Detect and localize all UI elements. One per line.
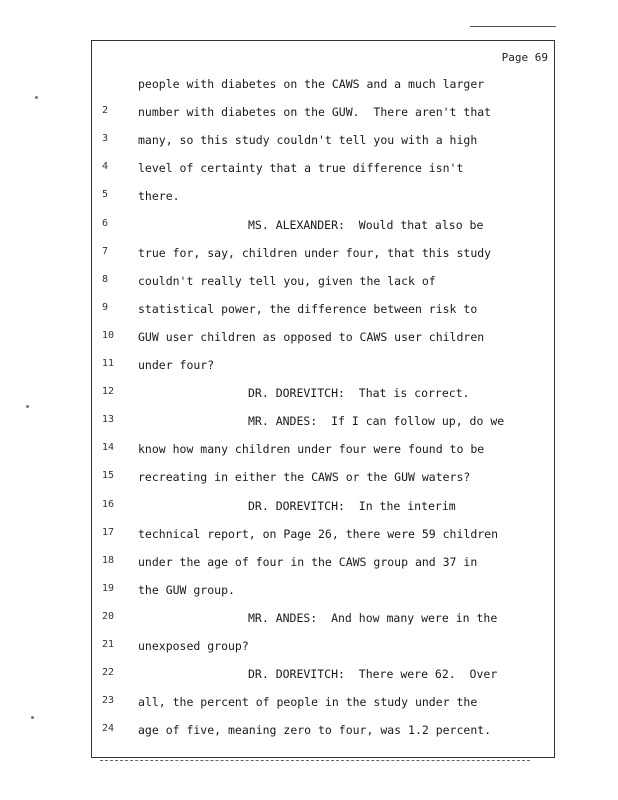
line-number: 2 [102,105,109,117]
transcript-line [92,105,556,125]
line-text: under four? [138,358,215,372]
scan-speck [26,405,29,408]
transcript-line [92,527,556,547]
transcript-line [92,246,556,266]
transcript-line [92,330,556,350]
transcript-line [92,555,556,575]
line-number: 5 [102,189,109,201]
page-number: Page 69 [501,51,548,64]
line-text: know how many children under four were found to be [138,442,485,457]
line-text: MR. ANDES: If I can follow up, do we [248,414,505,429]
line-number: 14 [102,442,115,454]
transcript-page [91,40,555,758]
line-number: 21 [102,639,115,650]
line-text: true for, say, children under four, that this study [138,245,492,260]
line-text: there. [138,189,180,204]
transcript-line [92,358,556,378]
transcript-line [92,499,556,519]
line-text: age of five, meaning zero to four, was 1.2 percent. [138,723,492,738]
line-text: number with diabetes on the GUW. There aren't that [138,105,492,120]
line-text: DR. DOREVITCH: There were 62. Over [248,667,498,682]
line-number: 20 [102,610,115,622]
transcript-line [92,611,556,631]
line-number: 10 [102,329,115,341]
transcript-line [92,77,556,97]
transcript-line [92,639,556,659]
line-text: under the age of four in the CAWS group and 37 in [138,554,478,569]
line-text: recreating in either the CAWS or the GUW waters? [138,470,471,485]
line-number: 4 [102,161,109,173]
transcript-line [92,470,556,490]
line-text: DR. DOREVITCH: That is correct. [248,386,470,401]
transcript-line [92,161,556,181]
scan-speck [31,716,34,719]
line-text: unexposed group? [138,639,249,653]
line-text: people with diabetes on the CAWS and a much larger [138,77,485,91]
transcript-line [92,583,556,603]
transcript-line [92,667,556,687]
line-text: statistical power, the difference between risk to [138,301,478,316]
transcript-line [92,218,556,238]
transcript-line [92,386,556,406]
line-number: 8 [102,273,109,285]
line-text: couldn't really tell you, given the lack of [138,273,436,288]
transcript-line [92,274,556,294]
line-number: 19 [102,582,115,594]
line-number: 17 [102,526,115,538]
transcript-line [92,695,556,715]
line-text: MS. ALEXANDER: Would that also be [248,217,484,232]
transcript-line [92,133,556,153]
line-number: 6 [102,217,109,229]
line-number: 23 [102,695,115,707]
transcript-line [92,302,556,322]
line-text: GUW user children as opposed to CAWS user children [138,329,485,344]
line-number: 18 [102,554,115,566]
bottom-rule [100,760,530,761]
transcript-line [92,189,556,209]
line-text: technical report, on Page 26, there were 59 children [138,526,499,541]
top-rule [470,26,556,27]
line-text: level of certainty that a true difference isn't [138,161,464,176]
line-number: 24 [102,723,115,735]
line-number: 12 [102,386,115,398]
line-number: 13 [102,414,115,426]
line-number: 11 [102,358,115,369]
line-number: 16 [102,498,115,510]
line-text: the GUW group. [138,582,235,597]
line-text: many, so this study couldn't tell you with a high [138,133,478,148]
line-text: DR. DOREVITCH: In the interim [248,498,456,513]
line-text: all, the percent of people in the study under the [138,695,478,710]
transcript-line [92,442,556,462]
line-number: 3 [102,133,109,145]
line-number: 9 [102,301,109,313]
scan-speck [35,96,38,99]
line-number: 22 [102,667,115,679]
transcript-line [92,723,556,743]
transcript-line [92,414,556,434]
line-number: 15 [102,470,115,482]
line-number: 7 [102,245,109,257]
line-text: MR. ANDES: And how many were in the [248,610,498,625]
